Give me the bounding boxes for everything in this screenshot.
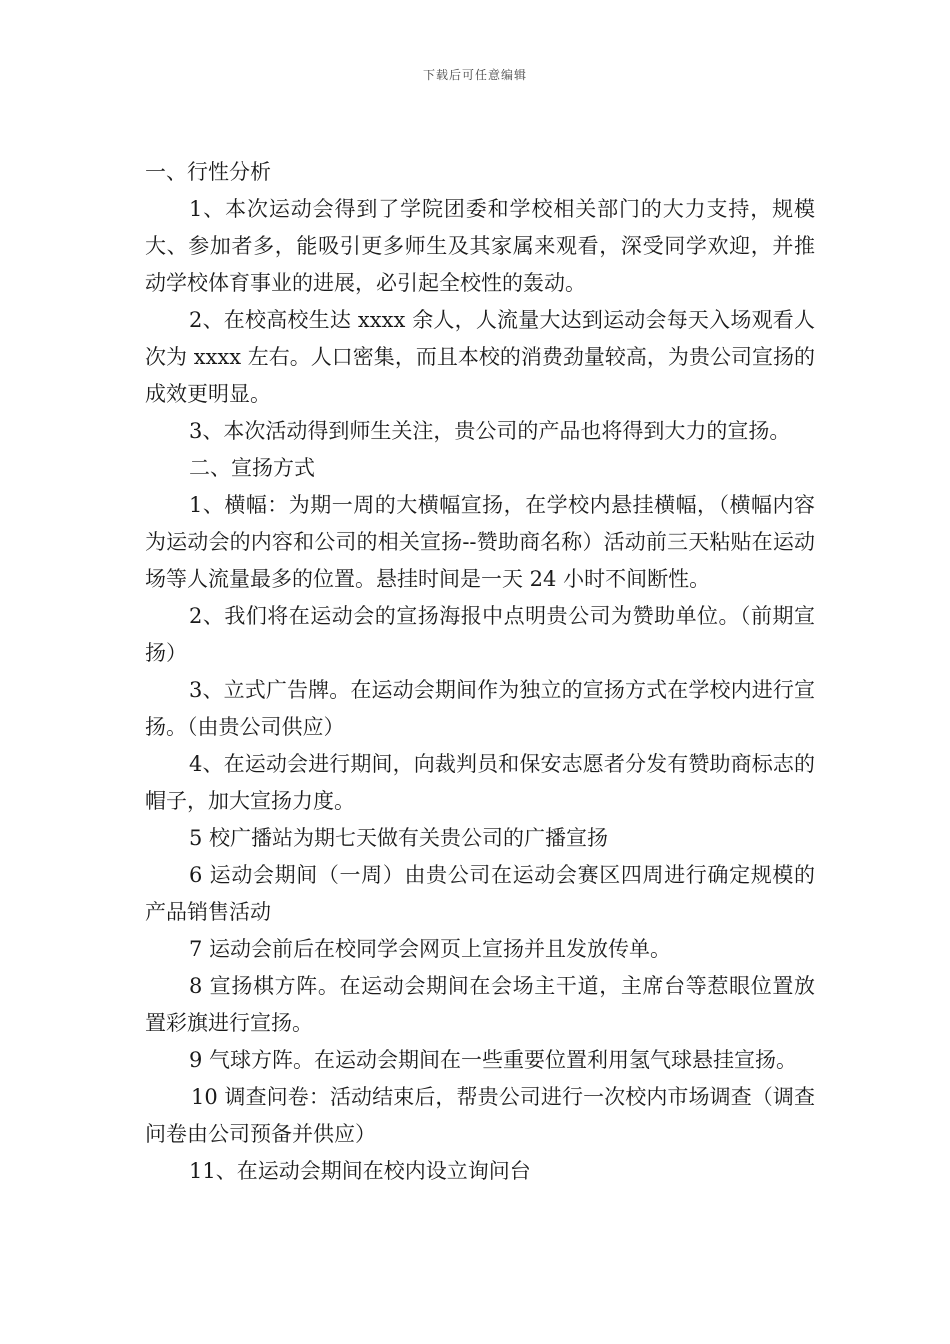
promotion-item-9: 9 气球方阵。在运动会期间在一些重要位置利用氢气球悬挂宣扬。 xyxy=(189,1048,798,1072)
section-heading-promotion: 二、宣扬方式 xyxy=(189,456,315,480)
promotion-item-10: 10 调查问卷：活动结束后，帮贵公司进行一次校内市场调查（调查问卷由公司预备并供应） xyxy=(145,1085,815,1146)
promotion-item-1: 1、横幅：为期一周的大横幅宣扬，在学校内悬挂横幅，（横幅内容为运动会的内容和公司的相关宣扬--赞助商名称）活动前三天粘贴在运动场等人流量最多的位置。悬挂时间是一天 24 小时不间断性。 xyxy=(145,493,815,591)
promotion-item-2: 2、我们将在运动会的宣扬海报中点明贵公司为赞助单位。（前期宣扬） xyxy=(145,604,815,665)
paragraph-2: 2、在校高校生达 xxxx 余人，人流量大达到运动会每天入场观看人次为 xxxx 左右。人口密集，而且本校的消费劲量较高，为贵公司宣扬的成效更明显。 xyxy=(145,308,815,406)
promotion-item-6: 6 运动会期间（一周）由贵公司在运动会赛区四周进行确定规模的产品销售活动 xyxy=(145,863,815,924)
section-heading-feasibility: 一、行性分析 xyxy=(145,160,271,184)
promotion-item-3: 3、立式广告牌。在运动会期间作为独立的宣扬方式在学校内进行宣扬。（由贵公司供应） xyxy=(145,678,815,739)
promotion-item-7: 7 运动会前后在校同学会网页上宣扬并且发放传单。 xyxy=(189,937,672,961)
paragraph-3: 3、本次活动得到师生关注，贵公司的产品也将得到大力的宣扬。 xyxy=(189,419,791,443)
promotion-item-11: 11、在运动会期间在校内设立询问台 xyxy=(189,1159,531,1183)
promotion-item-5: 5 校广播站为期七天做有关贵公司的广播宣扬 xyxy=(189,826,609,850)
promotion-item-8: 8 宣扬棋方阵。在运动会期间在会场主干道，主席台等惹眼位置放置彩旗进行宣扬。 xyxy=(145,974,815,1035)
document-body xyxy=(145,154,815,1190)
promotion-item-4: 4、在运动会进行期间，向裁判员和保安志愿者分发有赞助商标志的帽子，加大宣扬力度。 xyxy=(145,752,815,813)
page-header: 下载后可任意编辑 xyxy=(422,68,527,82)
paragraph-1: 1、本次运动会得到了学院团委和学校相关部门的大力支持，规模大、参加者多，能吸引更多师生及其家属来观看，深受同学欢迎，并推动学校体育事业的进展，必引起全校性的轰动。 xyxy=(145,197,815,295)
